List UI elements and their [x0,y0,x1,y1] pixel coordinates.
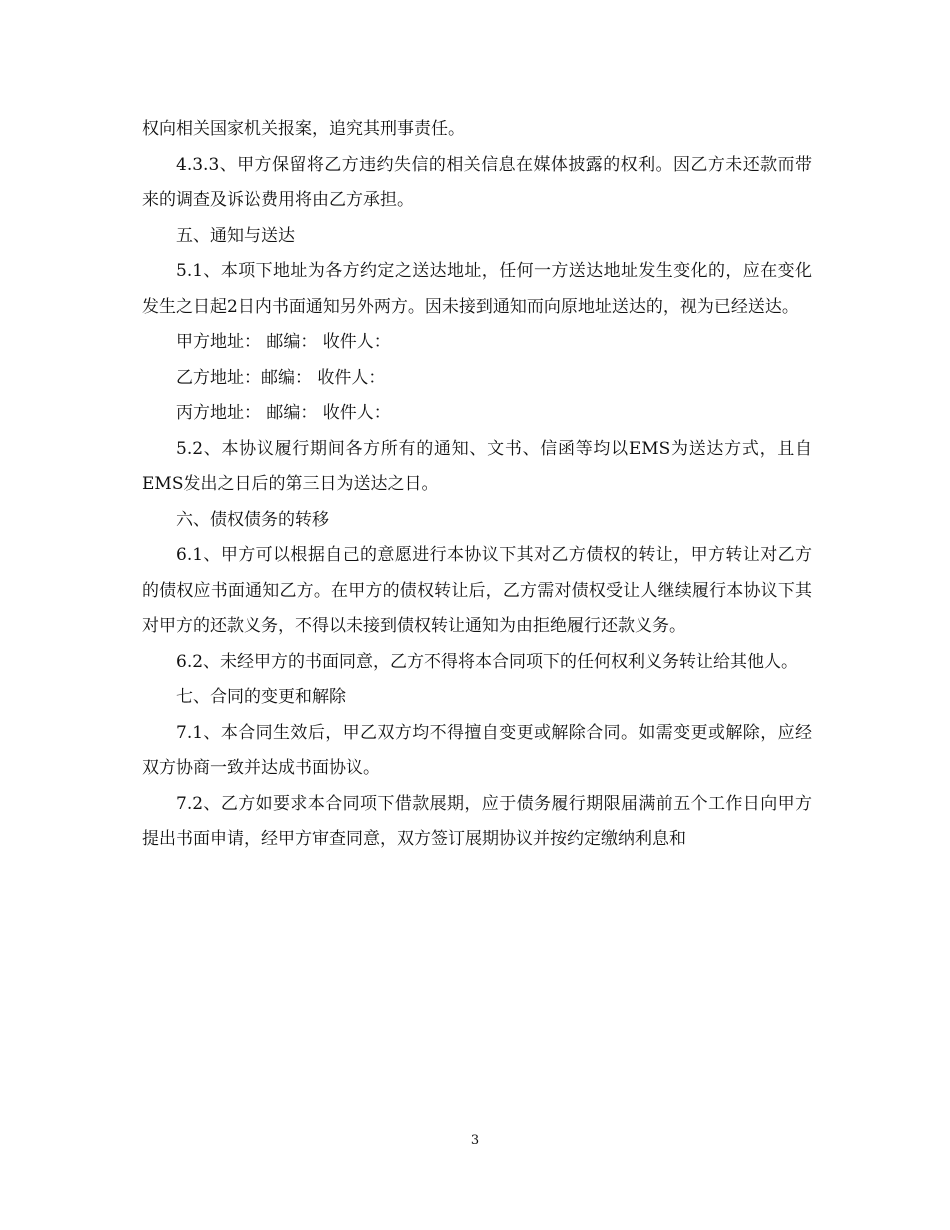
page-number: 3 [470,1133,480,1148]
paragraph-clause-5-1: 5.1、本项下地址为各方约定之送达地址，任何一方送达地址发生变化的，应在变化发生之日起2日内书面通知另外两方。因未接到通知而向原地址送达的，视为已经送达。 [142,261,812,317]
paragraph-clause-7-2: 7.2、乙方如要求本合同项下借款展期，应于债务履行期限届满前五个工作日向甲方提出书面申请，经甲方审查同意，双方签订展期协议并按约定缴纳利息和 [142,793,812,849]
party-c-address-line: 丙方地址： 邮编： 收件人： [176,403,391,423]
paragraph-clause-5-2: 5.2、本协议履行期间各方所有的通知、文书、信函等均以EMS为送达方式，且自EMS发出之日后的第三日为送达之日。 [142,438,812,494]
party-a-address-line: 甲方地址： 邮编： 收件人： [176,332,391,352]
section-heading-contract-change: 七、合同的变更和解除 [176,687,346,707]
section-heading-notice-delivery: 五、通知与送达 [176,225,295,246]
section-heading-debt-transfer: 六、债权债务的转移 [176,509,329,530]
paragraph-continuation: 权向相关国家机关报案，追究其刑事责任。 [142,119,465,139]
paragraph-clause-6-2: 6.2、未经甲方的书面同意，乙方不得将本合同项下的任何权利义务转让给其他人。 [176,651,799,672]
party-b-address-line: 乙方地址：邮编： 收件人： [176,367,386,388]
paragraph-clause-6-1: 6.1、甲方可以根据自己的意愿进行本协议下其对乙方债权的转让，甲方转让对乙方的债权应书面通知乙方。在甲方的债权转让后，乙方需对债权受让人继续履行本协议下其对甲方的还款义务，不得以未接到债权转让通知为由拒绝履行还款义务。 [142,545,812,636]
document-body [142,112,812,858]
paragraph-clause-4-3-3: 4.3.3、甲方保留将乙方违约失信的相关信息在媒体披露的权利。因乙方未还款而带来的调查及诉讼费用将由乙方承担。 [142,154,812,210]
paragraph-clause-7-1: 7.1、本合同生效后，甲乙双方均不得擅自变更或解除合同。如需变更或解除，应经双方协商一致并达成书面协议。 [142,722,812,778]
